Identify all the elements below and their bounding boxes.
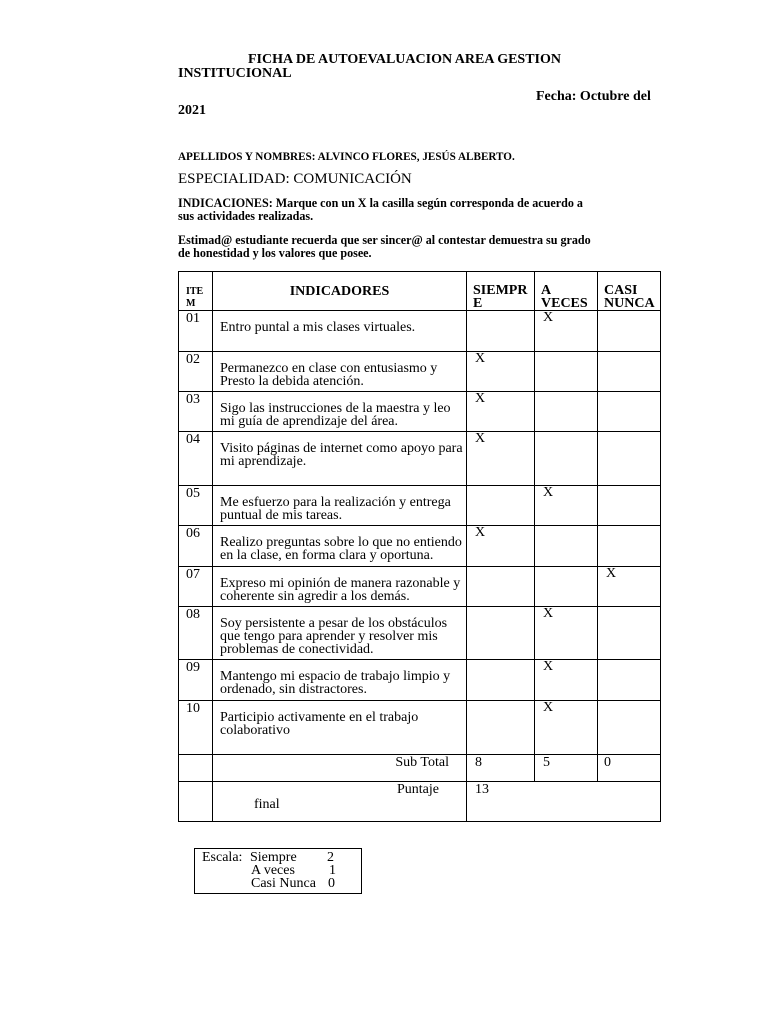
indicator-text-line1: Visito páginas de internet como apoyo para: [220, 441, 463, 456]
final-score-value: 13: [467, 782, 661, 822]
indicator-text-line2: coherente sin agredir a los demás.: [220, 589, 410, 604]
indicator-text-line2: puntual de mis tareas.: [220, 508, 343, 523]
subtotal-aveces: 5: [535, 755, 598, 782]
indicator-text-line2: colaborativo: [220, 723, 290, 738]
table-row: [179, 311, 661, 352]
row-aveces-cell: [535, 660, 598, 701]
final-label-line2: final: [254, 797, 280, 812]
indicator-text-line1: Me esfuerzo para la realización y entrega: [220, 495, 451, 510]
row-casinunca-cell: [598, 311, 661, 352]
header-item: ITE M: [179, 272, 213, 311]
subtotal-row: [179, 755, 661, 782]
row-item-number: 07: [179, 567, 213, 607]
row-item-number: 10: [179, 701, 213, 755]
row-indicator: [213, 607, 467, 660]
indications-line1: INDICACIONES: Marque con un X la casilla según corresponda de acuerdo a: [178, 195, 583, 210]
row-siempre-cell: [467, 432, 535, 486]
indicator-text-line1: Permanezco en clase con entusiasmo y: [220, 361, 438, 376]
check-mark-aveces: X: [543, 485, 554, 500]
indicator-text-line1: Mantengo mi espacio de trabajo limpio y: [220, 669, 451, 684]
check-mark-siempre: X: [475, 431, 486, 446]
row-item-number: 04: [179, 432, 213, 486]
row-casinunca-cell: [598, 567, 661, 607]
note-line2: de honestidad y los valores que posee.: [178, 245, 372, 260]
date-line2: 2021: [178, 103, 206, 118]
indicator-text-line2: Presto la debida atención.: [220, 374, 364, 389]
scale-casinunca-value: 0: [328, 876, 335, 891]
title-line1: FICHA DE AUTOEVALUACION AREA GESTION: [248, 52, 562, 67]
row-casinunca-cell: [598, 352, 661, 392]
note-line1: Estimad@ estudiante recuerda que ser sincer@ al contestar demuestra su grado: [178, 232, 591, 247]
scale-aveces-value: 1: [329, 863, 336, 878]
specialty: ESPECIALIDAD: COMUNICACIÓN: [178, 171, 412, 187]
row-aveces-cell: [535, 567, 598, 607]
scale-casinunca-label: Casi Nunca: [251, 876, 316, 891]
table-row: [179, 660, 661, 701]
scale-label: Escala:: [202, 850, 243, 865]
table-row: [179, 432, 661, 486]
final-item-cell: [179, 782, 213, 822]
row-aveces-cell: [535, 432, 598, 486]
row-item-number: 09: [179, 660, 213, 701]
table-header-row: [179, 272, 661, 311]
table-row: [179, 392, 661, 432]
title-line2: INSTITUCIONAL: [178, 66, 292, 81]
row-casinunca-cell: [598, 660, 661, 701]
row-item-number: 08: [179, 607, 213, 660]
row-aveces-cell: [535, 311, 598, 352]
row-item-number: 02: [179, 352, 213, 392]
table-row: [179, 486, 661, 526]
row-indicator: [213, 432, 467, 486]
indicator-text-line2: ordenado, sin distractores.: [220, 682, 367, 697]
row-casinunca-cell: [598, 607, 661, 660]
table-row: [179, 567, 661, 607]
subtotal-siempre: 8: [467, 755, 535, 782]
indicator-text-line2: que tengo para aprender y resolver mis: [220, 629, 438, 644]
row-indicator: [213, 352, 467, 392]
indicator-text-line2: mi guía de aprendizaje del área.: [220, 414, 399, 429]
row-casinunca-cell: [598, 486, 661, 526]
row-siempre-cell: [467, 486, 535, 526]
check-mark-siempre: X: [475, 525, 486, 540]
subtotal-casinunca: 0: [598, 755, 661, 782]
row-siempre-cell: [467, 352, 535, 392]
indicator-text-line1: Soy persistente a pesar de los obstáculos: [220, 616, 448, 631]
row-aveces-cell: [535, 392, 598, 432]
indicator-text-line1: Expreso mi opinión de manera razonable y: [220, 576, 461, 591]
row-siempre-cell: [467, 701, 535, 755]
final-label-line1: Puntaje: [397, 782, 439, 797]
row-siempre-cell: [467, 311, 535, 352]
indicator-text-line1: Participio activamente en el trabajo: [220, 710, 419, 725]
row-aveces-cell: [535, 607, 598, 660]
indicator-text-line2: mi aprendizaje.: [220, 454, 307, 469]
subtotal-item-cell: [179, 755, 213, 782]
row-siempre-cell: [467, 526, 535, 567]
row-siempre-cell: [467, 567, 535, 607]
row-indicator: [213, 526, 467, 567]
row-casinunca-cell: [598, 701, 661, 755]
row-aveces-cell: [535, 701, 598, 755]
subtotal-label: Sub Total: [213, 755, 467, 782]
row-casinunca-cell: [598, 432, 661, 486]
row-siempre-cell: [467, 392, 535, 432]
indicator-text-line3: problemas de conectividad.: [220, 642, 374, 657]
scale-legend: [194, 848, 362, 894]
scale-aveces-label: A veces: [251, 863, 295, 878]
final-label-cell: [213, 782, 467, 822]
table-row: [179, 607, 661, 660]
student-names: APELLIDOS Y NOMBRES: ALVINCO FLORES, JESÚS ALBERTO.: [178, 149, 515, 163]
row-indicator: [213, 567, 467, 607]
row-siempre-cell: [467, 607, 535, 660]
date-line1: Fecha: Octubre del: [536, 89, 651, 104]
indicator-text-line1: Sigo las instrucciones de la maestra y leo: [220, 401, 451, 416]
scale-siempre-label: Siempre: [250, 850, 297, 865]
row-aveces-cell: [535, 486, 598, 526]
header-siempre: SIEMPR E: [467, 272, 535, 311]
row-indicator: [213, 392, 467, 432]
indicator-text-line2: en la clase, en forma clara y oportuna.: [220, 548, 434, 563]
final-score-row: [179, 782, 661, 822]
scale-siempre-value: 2: [327, 850, 334, 865]
header-aveces: A VECES: [535, 272, 598, 311]
row-item-number: 06: [179, 526, 213, 567]
check-mark-aveces: X: [543, 310, 554, 325]
indicator-text-line1: Entro puntal a mis clases virtuales.: [220, 320, 416, 335]
check-mark-siempre: X: [475, 351, 486, 366]
row-item-number: 03: [179, 392, 213, 432]
check-mark-aveces: X: [543, 659, 554, 674]
header-casinunca: CASI NUNCA: [598, 272, 661, 311]
table-row: [179, 352, 661, 392]
row-siempre-cell: [467, 660, 535, 701]
check-mark-aveces: X: [543, 700, 554, 715]
evaluation-table: [178, 271, 661, 822]
row-item-number: 05: [179, 486, 213, 526]
row-indicator: [213, 311, 467, 352]
row-aveces-cell: [535, 352, 598, 392]
row-casinunca-cell: [598, 392, 661, 432]
row-indicator: [213, 660, 467, 701]
row-item-number: 01: [179, 311, 213, 352]
row-indicator: [213, 701, 467, 755]
indications-line2: sus actividades realizadas.: [178, 208, 314, 223]
check-mark-aveces: X: [543, 606, 554, 621]
check-mark-casinunca: X: [606, 566, 617, 581]
header-indicators: INDICADORES: [213, 272, 467, 311]
table-row: [179, 701, 661, 755]
row-aveces-cell: [535, 526, 598, 567]
row-casinunca-cell: [598, 526, 661, 567]
indicator-text-line1: Realizo preguntas sobre lo que no entiendo: [220, 535, 462, 550]
row-indicator: [213, 486, 467, 526]
table-row: [179, 526, 661, 567]
check-mark-siempre: X: [475, 391, 486, 406]
